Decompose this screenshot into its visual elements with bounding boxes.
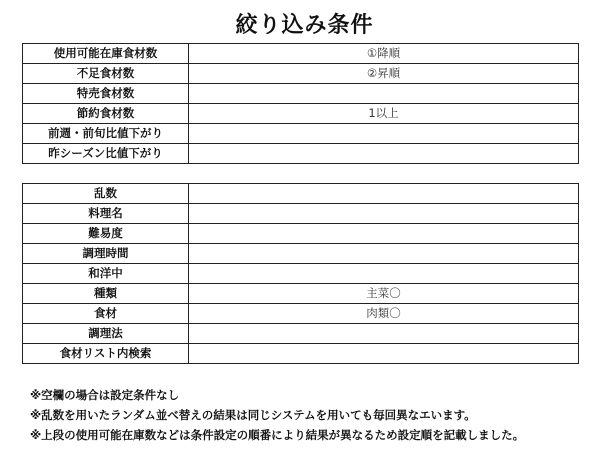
row-value bbox=[189, 84, 579, 104]
row-label: 調理法 bbox=[23, 324, 189, 344]
table-row bbox=[23, 344, 579, 364]
row-label: 難易度 bbox=[23, 224, 189, 244]
row-value: 肉類〇 bbox=[189, 304, 579, 324]
row-value: ②昇順 bbox=[189, 64, 579, 84]
table-row bbox=[23, 104, 579, 124]
row-label: 使用可能在庫食材数 bbox=[23, 44, 189, 64]
row-value bbox=[189, 264, 579, 284]
row-value bbox=[189, 144, 579, 164]
row-label: 乱数 bbox=[23, 184, 189, 204]
row-label: 食材 bbox=[23, 304, 189, 324]
ranking-conditions-table bbox=[22, 43, 579, 164]
row-label: 調理時間 bbox=[23, 244, 189, 264]
row-value: 主菜〇 bbox=[189, 284, 579, 304]
row-label: 料理名 bbox=[23, 204, 189, 224]
table-row bbox=[23, 204, 579, 224]
table-row bbox=[23, 84, 579, 104]
table-row bbox=[23, 124, 579, 144]
row-value bbox=[189, 344, 579, 364]
table-row bbox=[23, 224, 579, 244]
row-value: ①降順 bbox=[189, 44, 579, 64]
row-label: 節約食材数 bbox=[23, 104, 189, 124]
table-row bbox=[23, 244, 579, 264]
filter-conditions-table bbox=[22, 183, 579, 364]
row-label: 食材リスト内検索 bbox=[23, 344, 189, 364]
table-row bbox=[23, 324, 579, 344]
row-label: 不足食材数 bbox=[23, 64, 189, 84]
page-title: 絞り込み条件 bbox=[235, 13, 374, 38]
table-row bbox=[23, 184, 579, 204]
row-label: 特売食材数 bbox=[23, 84, 189, 104]
table-row bbox=[23, 284, 579, 304]
row-value bbox=[189, 224, 579, 244]
note-item: ※空欄の場合は設定条件なし bbox=[30, 388, 180, 402]
row-value bbox=[189, 324, 579, 344]
table-row bbox=[23, 264, 579, 284]
row-value bbox=[189, 244, 579, 264]
notes bbox=[30, 385, 524, 445]
table-row bbox=[23, 64, 579, 84]
table-row bbox=[23, 304, 579, 324]
note-item: ※乱数を用いたランダム並べ替えの結果は同じシステムを用いても毎回異なエいます。 bbox=[30, 408, 476, 422]
note-item: ※上段の使用可能在庫数などは条件設定の順番により結果が異なるため設定順を記載しました。 bbox=[30, 428, 525, 442]
table-row bbox=[23, 144, 579, 164]
row-label: 昨シーズン比値下がり bbox=[23, 144, 189, 164]
row-label: 和洋中 bbox=[23, 264, 189, 284]
row-value: 1以上 bbox=[189, 104, 579, 124]
table-row bbox=[23, 44, 579, 64]
row-value bbox=[189, 204, 579, 224]
row-label: 前週・前旬比値下がり bbox=[23, 124, 189, 144]
row-value bbox=[189, 124, 579, 144]
row-label: 種類 bbox=[23, 284, 189, 304]
row-value bbox=[189, 184, 579, 204]
